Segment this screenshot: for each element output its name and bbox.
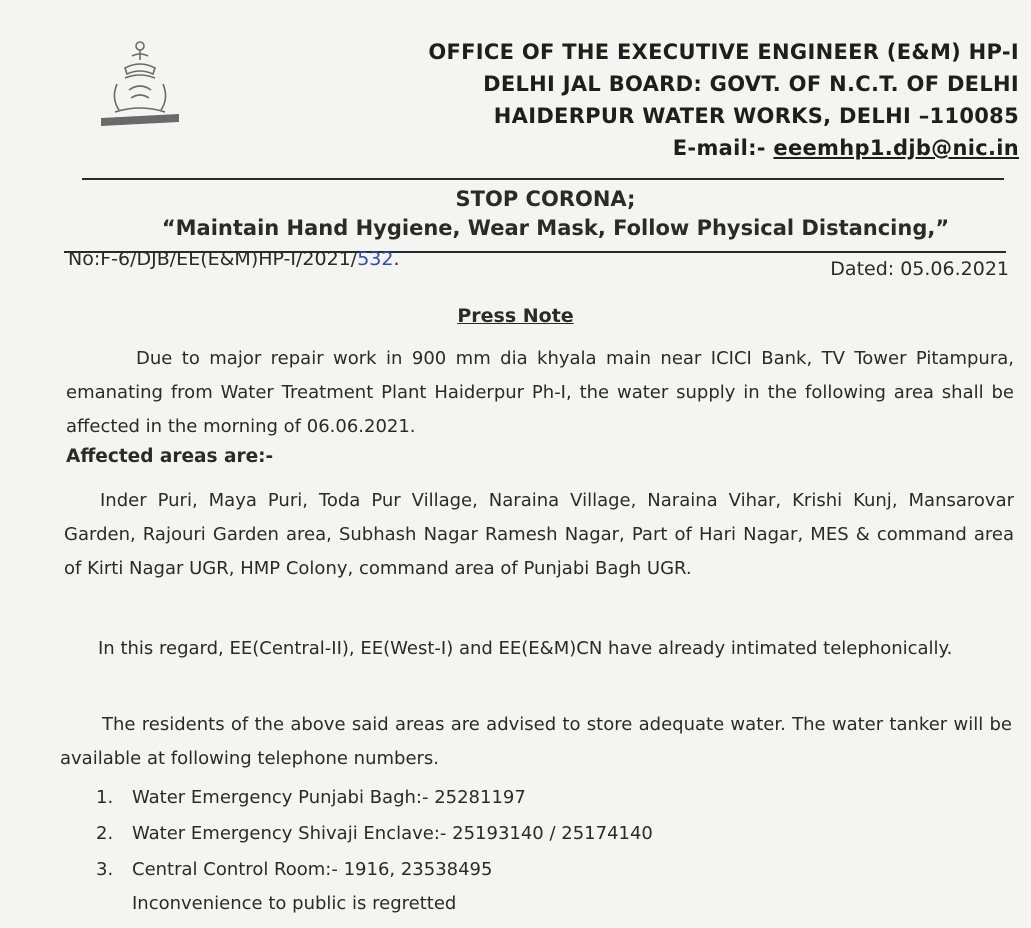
list-index: 3. <box>96 859 114 880</box>
header-divider <box>82 178 1004 180</box>
affected-areas-paragraph: Inder Puri, Maya Puri, Toda Pur Village, Naraina Village, Naraina Vihar, Krishi Kunj, Mansarovar Garden, Rajouri Garden area, Subhash Nagar Ramesh Nagar, Part of Hari Nagar, MES & command area of Kirti Nagar UGR, HMP Colony, command area of Punjabi Bagh UGR. <box>64 490 1014 579</box>
reference-number <box>68 248 400 270</box>
office-letterhead <box>428 36 1019 164</box>
list-text: Water Emergency Shivaji Enclave:- 25193140 / 25174140 <box>132 823 653 844</box>
reference-prefix: No:F-6/DJB/EE(E&M)HP-I/2021/ <box>68 248 358 270</box>
office-name: OFFICE OF THE EXECUTIVE ENGINEER (E&M) HP-I <box>428 40 1019 64</box>
office-address: HAIDERPUR WATER WORKS, DELHI –110085 <box>493 104 1019 128</box>
email-label: E-mail:- <box>672 136 774 160</box>
list-index: 1. <box>96 787 114 808</box>
list-text: Water Emergency Punjabi Bagh:- 25281197 <box>132 787 526 808</box>
slogan-heading: STOP CORONA; <box>455 187 636 211</box>
reference-suffix: . <box>393 248 400 270</box>
list-item <box>96 780 653 816</box>
advice-paragraph: The residents of the above said areas are advised to store adequate water. The water tanker will be available at following telephone numbers. <box>60 714 1012 769</box>
telephone-list <box>96 780 653 888</box>
handwritten-number: 532 <box>357 248 394 270</box>
list-item <box>96 816 653 852</box>
delhi-jal-board-emblem-icon <box>95 38 185 128</box>
closing-remark: Inconvenience to public is regretted <box>132 893 457 914</box>
slogan-message: “Maintain Hand Hygiene, Wear Mask, Follow Physical Distancing,” <box>161 216 950 240</box>
email-link[interactable]: eeemhp1.djb@nic.in <box>773 136 1019 160</box>
intimation-paragraph: In this regard, EE(Central-II), EE(West-I) and EE(E&M)CN have already intimated telephonically. <box>98 638 953 659</box>
document-date: Dated: 05.06.2021 <box>830 258 1009 280</box>
board-name: DELHI JAL BOARD: GOVT. OF N.C.T. OF DELHI <box>483 72 1019 96</box>
list-index: 2. <box>96 823 114 844</box>
list-item <box>96 852 653 888</box>
press-note-title: Press Note <box>457 305 574 327</box>
list-text: Central Control Room:- 1916, 23538495 <box>132 859 493 880</box>
intro-paragraph: Due to major repair work in 900 mm dia khyala main near ICICI Bank, TV Tower Pitampura, emanating from Water Treatment Plant Haiderpur Ph-I, the water supply in the following area shall be affected in the morning of 06.06.2021. <box>66 348 1014 437</box>
affected-areas-heading: Affected areas are:- <box>66 446 274 467</box>
email-line <box>428 132 1019 164</box>
